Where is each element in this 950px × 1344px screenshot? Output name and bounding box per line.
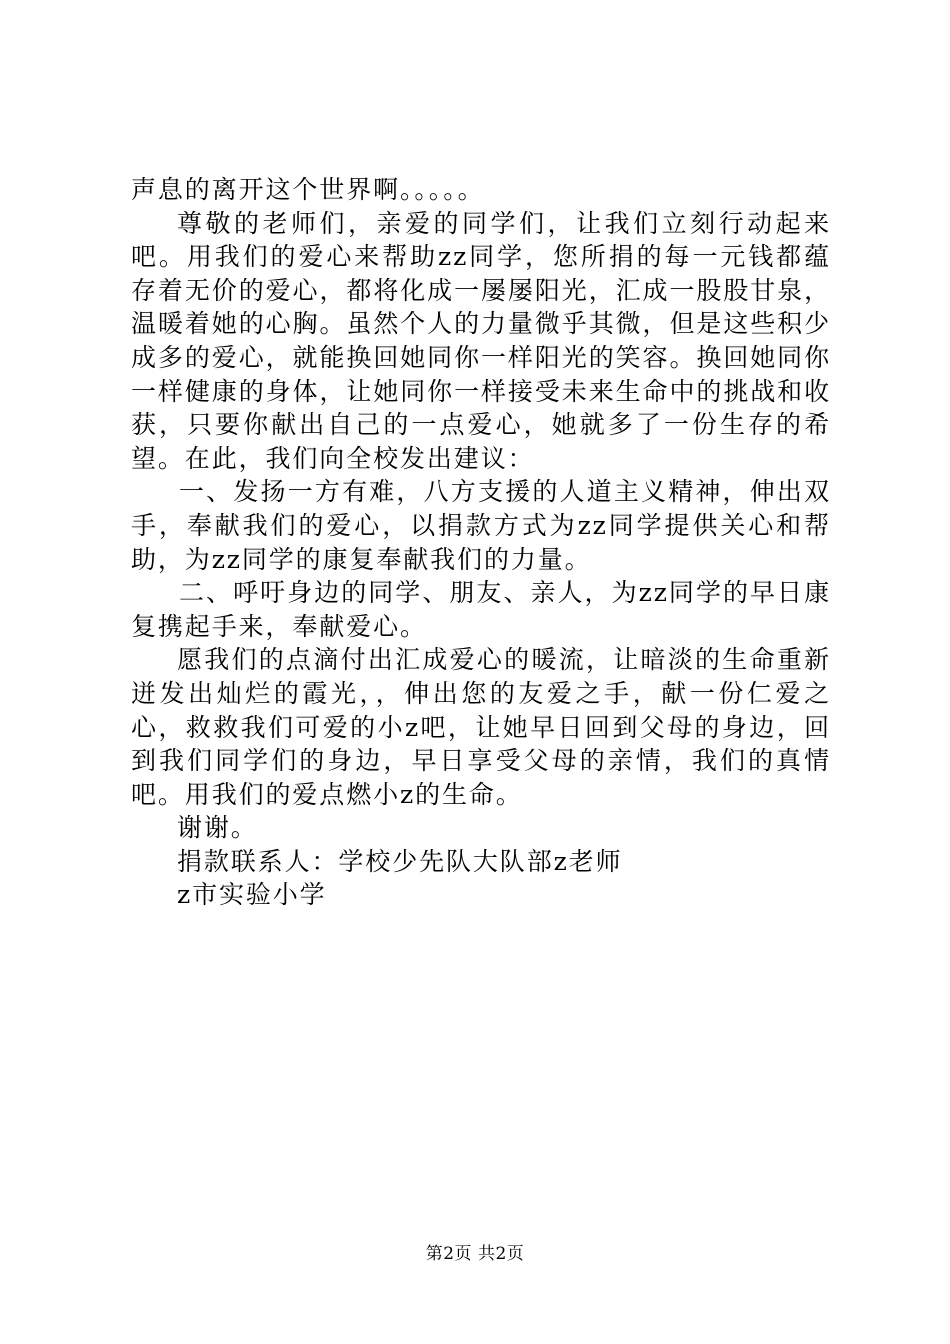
paragraph-proposal-one: 一、发扬一方有难，八方支援的人道主义精神，伸出双手，奉献我们的爱心，以捐款方式为zz同学提供关心和帮助，为zz同学的康复奉献我们的力量。 [131,477,831,574]
paragraph-appeal: 尊敬的老师们，亲爱的同学们，让我们立刻行动起来吧。用我们的爱心来帮助zz同学，您所捐的每一元钱都蕴存着无价的爱心，都将化成一屡屡阳光，汇成一股股甘泉，温暖着她的心胸。虽然个人的力量微乎其微，但是这些积少成多的爱心，就能换回她同你一样阳光的笑容。换回她同你一样健康的身体，让她同你一样接受未来生命中的挑战和收获，只要你献出自己的一点爱心，她就多了一份生存的希望。在此，我们向全校发出建议： [131,208,831,473]
paragraph-proposal-two: 二、呼吁身边的同学、朋友、亲人，为zz同学的早日康复携起手来，奉献爱心。 [131,578,831,641]
document-body [131,173,831,912]
page-footer: 第2页 共2页 [425,1244,525,1264]
paragraph-signature: z市实验小学 [177,880,327,910]
paragraph-contact: 捐款联系人：学校少先队大队部z老师 [177,846,623,876]
paragraph-closing: 愿我们的点滴付出汇成爱心的暖流，让暗淡的生命重新迸发出灿烂的霞光，，伸出您的友爱之手，献一份仁爱之心，救救我们可爱的小z吧，让她早日回到父母的身边，回到我们同学们的身边，早日享受父母的亲情，我们的真情吧。用我们的爱点燃小z的生命。 [131,645,831,809]
paragraph-thanks: 谢谢。 [177,813,258,843]
paragraph-continuation: 声息的离开这个世界啊。。。。。 [131,175,485,204]
